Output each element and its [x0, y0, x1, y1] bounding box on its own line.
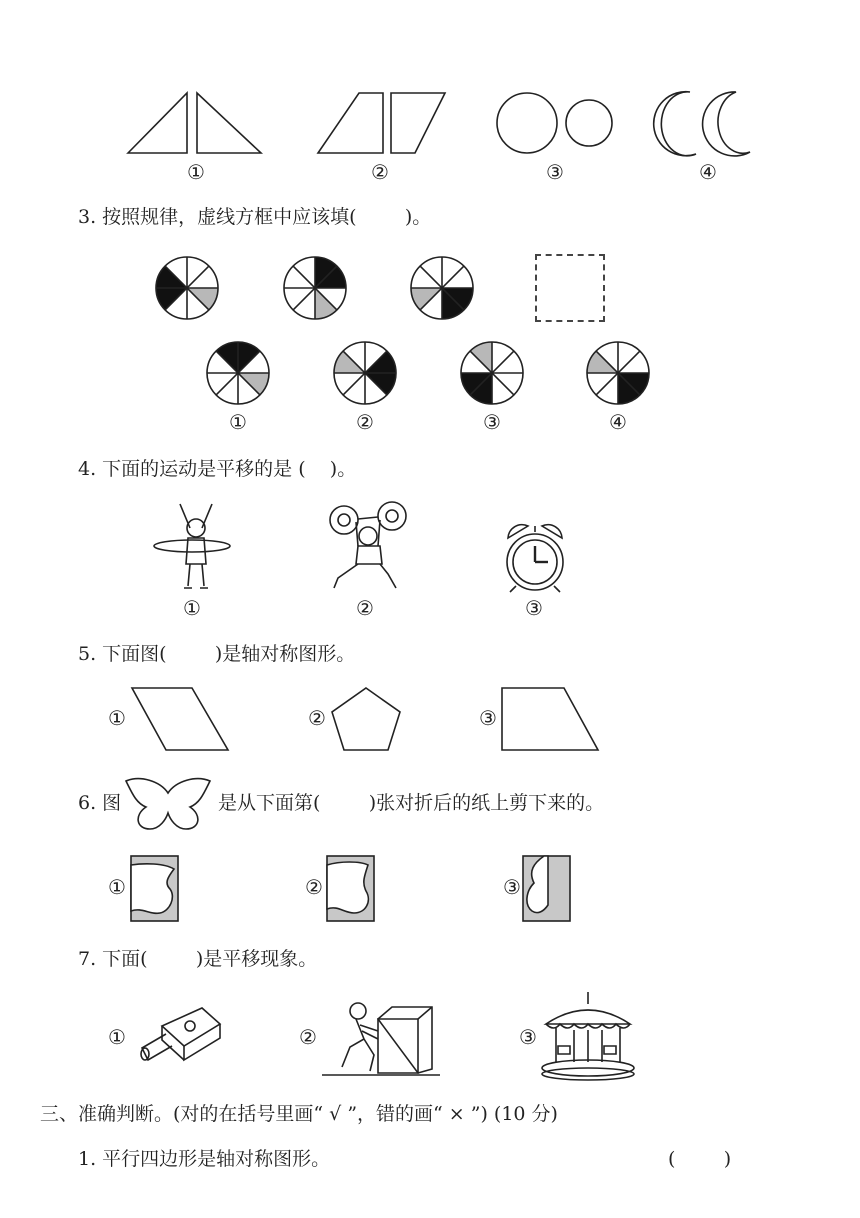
- folded-paper-2: [326, 855, 376, 923]
- pair-triangles-figure: [125, 88, 265, 158]
- pencil-sharpener-picture: [132, 1000, 227, 1068]
- option-label-1: ①: [108, 706, 126, 730]
- pair-parallelograms-figure: [315, 88, 450, 158]
- option-label-3: ③: [525, 596, 543, 620]
- option-label-1: ①: [108, 1025, 126, 1049]
- option-label-1: ①: [108, 875, 126, 899]
- option-label-2: ②: [356, 596, 374, 620]
- question-7-text: 7. 下面( )是平移现象。: [78, 948, 318, 970]
- option-label-2: ②: [299, 1025, 317, 1049]
- option-label-4: ④: [609, 410, 627, 434]
- question-3-text: 3. 按照规律，虚线方框中应该填( )。: [78, 206, 432, 228]
- option-wheel-2: [333, 341, 397, 405]
- pentagon-shape: [328, 684, 406, 756]
- option-wheel-3: [460, 341, 524, 405]
- option-label-1: ①: [183, 596, 201, 620]
- folded-paper-1: [130, 855, 180, 923]
- answer-bracket[interactable]: ( ): [668, 1148, 732, 1170]
- trapezoid-shape: [498, 684, 603, 754]
- judgement-item-1: 1. 平行四边形是轴对称图形。: [78, 1148, 331, 1170]
- pair-crescents-figure: [660, 88, 760, 158]
- option-label-2: ②: [305, 875, 323, 899]
- parallelogram-shape: [128, 684, 233, 754]
- question-6-text: 是从下面第( )张对折后的纸上剪下来的。: [218, 792, 605, 814]
- dashed-answer-box: [535, 254, 605, 322]
- weightlifter-picture: [322, 500, 417, 592]
- option-label-2: ②: [308, 706, 326, 730]
- question-6-prefix: 6. 图: [78, 792, 122, 814]
- hula-hoop-girl-picture: [150, 500, 235, 592]
- question-5-text: 5. 下面图( )是轴对称图形。: [78, 643, 356, 665]
- section-3-heading: 三、准确判断。(对的在括号里画“ √ ”，错的画“ × ”) (10 分): [40, 1103, 558, 1125]
- option-label-3: ③: [503, 875, 521, 899]
- option-label-4: ④: [699, 160, 717, 184]
- folded-paper-3: [522, 855, 572, 923]
- option-label-3: ③: [483, 410, 501, 434]
- alarm-clock-picture: [500, 520, 570, 595]
- option-label-1: ①: [187, 160, 205, 184]
- option-wheel-4: [586, 341, 650, 405]
- butterfly-cutout-picture: [120, 775, 216, 833]
- pattern-wheel-1: [155, 256, 219, 320]
- pattern-wheel-3: [410, 256, 474, 320]
- pair-circles-figure: [495, 88, 620, 158]
- option-label-2: ②: [356, 410, 374, 434]
- option-label-2: ②: [371, 160, 389, 184]
- pattern-wheel-2: [283, 256, 347, 320]
- option-wheel-1: [206, 341, 270, 405]
- pushing-box-picture: [320, 995, 442, 1077]
- option-label-1: ①: [229, 410, 247, 434]
- option-label-3: ③: [479, 706, 497, 730]
- option-label-3: ③: [519, 1025, 537, 1049]
- question-4-text: 4. 下面的运动是平移的是 ( )。: [78, 458, 357, 480]
- option-label-3: ③: [546, 160, 564, 184]
- carousel-picture: [538, 990, 638, 1082]
